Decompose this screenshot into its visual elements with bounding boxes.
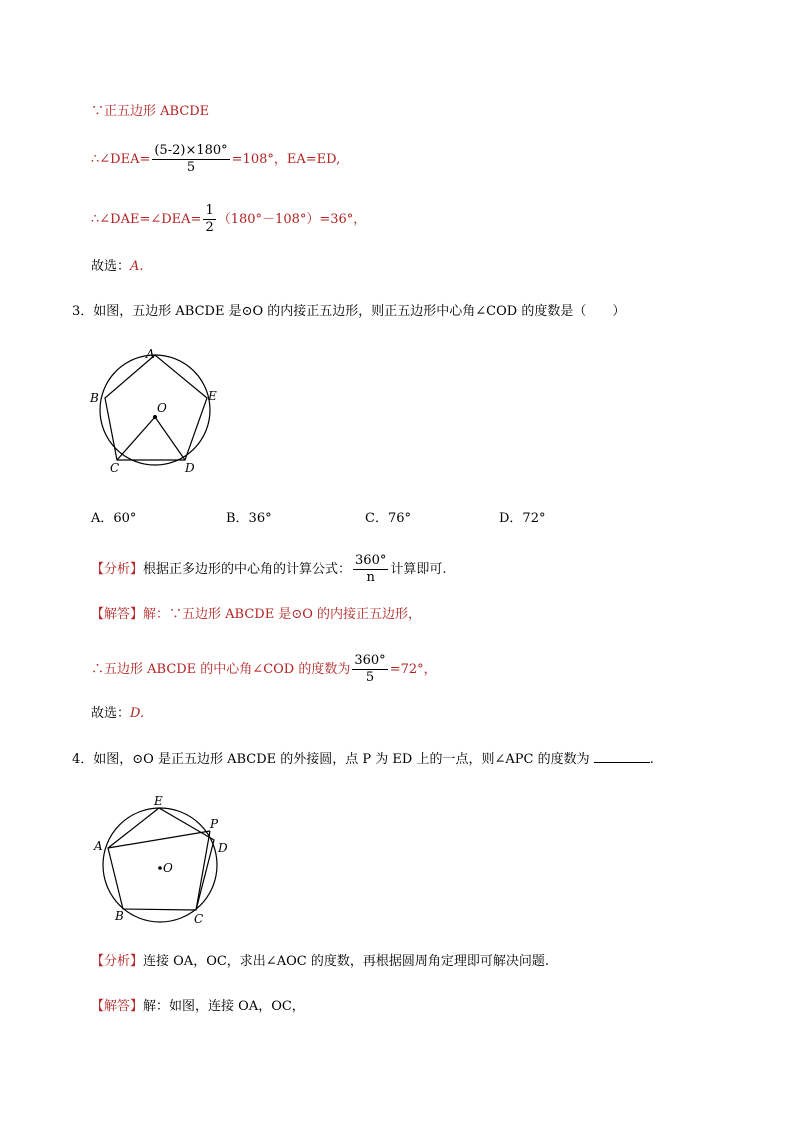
q3-label-c: C [110, 461, 120, 475]
q3-solution-text: 解：∵五边形 ABCDE 是⊙O 的内接正五边形， [143, 607, 422, 622]
q3-analysis-pre: 根据正多边形的中心角的计算公式： [143, 562, 352, 577]
q3-analysis-fraction [353, 553, 388, 586]
sol2-line2-pre: ∴∠DEA= [91, 152, 151, 167]
sol2-line2 [91, 143, 340, 176]
q3-analysis-num: 360° [355, 553, 387, 568]
q3-center-dot [153, 415, 157, 419]
sol2-line3 [91, 203, 366, 236]
q4-label-c: C [194, 912, 204, 926]
sol2-half-den: 2 [205, 220, 214, 235]
q3-analysis-den: n [366, 570, 375, 585]
q3-option-b[interactable]: B．36° [226, 511, 272, 526]
q4-solution [91, 998, 305, 1016]
q3-stem [72, 303, 625, 321]
q4-label-e: E [154, 794, 163, 808]
q3-label-d: D [185, 461, 195, 475]
q3-text: 如图，五边形 ABCDE 是⊙O 的内接正五边形，则正五边形中心角∠COD 的度数是（ ） [93, 304, 626, 319]
sol2-fraction [152, 143, 229, 176]
q3-label-b: B [90, 391, 99, 405]
q3-figure [85, 340, 225, 475]
q4-circle [103, 808, 217, 922]
q3-solution-num: 360° [354, 653, 386, 668]
sol2-answer [91, 258, 144, 276]
sol2-half-fraction [203, 203, 215, 236]
q4-label-a: A [94, 839, 103, 853]
q4-label-b: B [115, 909, 124, 923]
q3-option-d[interactable]: D．72° [499, 511, 546, 526]
q4-center-dot [158, 866, 162, 870]
q4-label-o: O [163, 861, 173, 875]
sol2-answer-value: A. [130, 259, 144, 274]
q4-text: 如图，⊙O 是正五边形 ABCDE 的外接圆，点 P 为 ED 上的一点，则∠APC 的度数为 [93, 752, 590, 767]
sol2-line3-post: （180°－108°）=36°， [217, 212, 367, 227]
q3-segment-oc [117, 417, 155, 460]
q4-end: . [649, 752, 654, 767]
q3-solution-den: 5 [365, 670, 375, 685]
q3-answer [91, 705, 144, 723]
q3-circle [100, 355, 210, 465]
q3-solution-fraction [352, 653, 387, 686]
sol2-line1: ∵正五边形 ABCDE [91, 104, 210, 119]
q4-solution-tag: 【解答】 [91, 999, 144, 1014]
q3-solution-line2 [91, 653, 437, 686]
q3-label-a: A [146, 347, 155, 361]
q4-number: 4． [72, 752, 94, 767]
q4-analysis [91, 953, 549, 971]
q4-label-p: P [210, 817, 219, 831]
q3-solution-line2-post: =72°， [389, 662, 437, 677]
q3-analysis-tag: 【分析】 [91, 562, 144, 577]
sol2-half-num: 1 [205, 203, 214, 218]
q3-analysis [91, 553, 447, 586]
q3-number: 3． [72, 304, 94, 319]
q3-solution-tag: 【解答】 [91, 607, 144, 622]
q3-solution-line2-pre: ∴五边形 ABCDE 的中心角∠COD 的度数为 [91, 662, 351, 677]
sol2-frac-den: 5 [186, 160, 196, 175]
sol2-line2-post: =108°，EA=ED, [231, 152, 341, 167]
sol2-line3-pre: ∴∠DAE=∠DEA= [91, 212, 202, 227]
q4-label-d: D [218, 841, 228, 855]
q3-pentagon [105, 355, 207, 460]
q4-figure [88, 792, 238, 928]
q3-option-a[interactable]: A．60° [91, 511, 137, 526]
q3-option-c[interactable]: C．76° [365, 511, 411, 526]
q3-label-e: E [208, 389, 217, 403]
sol2-frac-num: (5-2)×180° [154, 143, 228, 158]
q3-answer-value: D. [130, 706, 145, 721]
q3-label-o: O [157, 401, 167, 415]
q4-segment-ap [108, 831, 210, 848]
q4-segment-pc [196, 831, 210, 910]
q4-analysis-tag: 【分析】 [91, 954, 144, 969]
q4-answer-blank[interactable] [594, 750, 650, 763]
sol2-answer-label: 故选： [91, 259, 131, 274]
q3-solution-line1 [91, 606, 421, 624]
q3-answer-label: 故选： [91, 706, 131, 721]
q4-stem [72, 750, 654, 769]
q4-analysis-text: 连接 OA，OC，求出∠AOC 的度数，再根据圆周角定理即可解决问题. [143, 954, 549, 969]
q3-segment-od [155, 417, 185, 460]
q4-solution-text: 解：如图，连接 OA，OC， [143, 999, 305, 1014]
q3-analysis-post: 计算即可. [390, 562, 447, 577]
